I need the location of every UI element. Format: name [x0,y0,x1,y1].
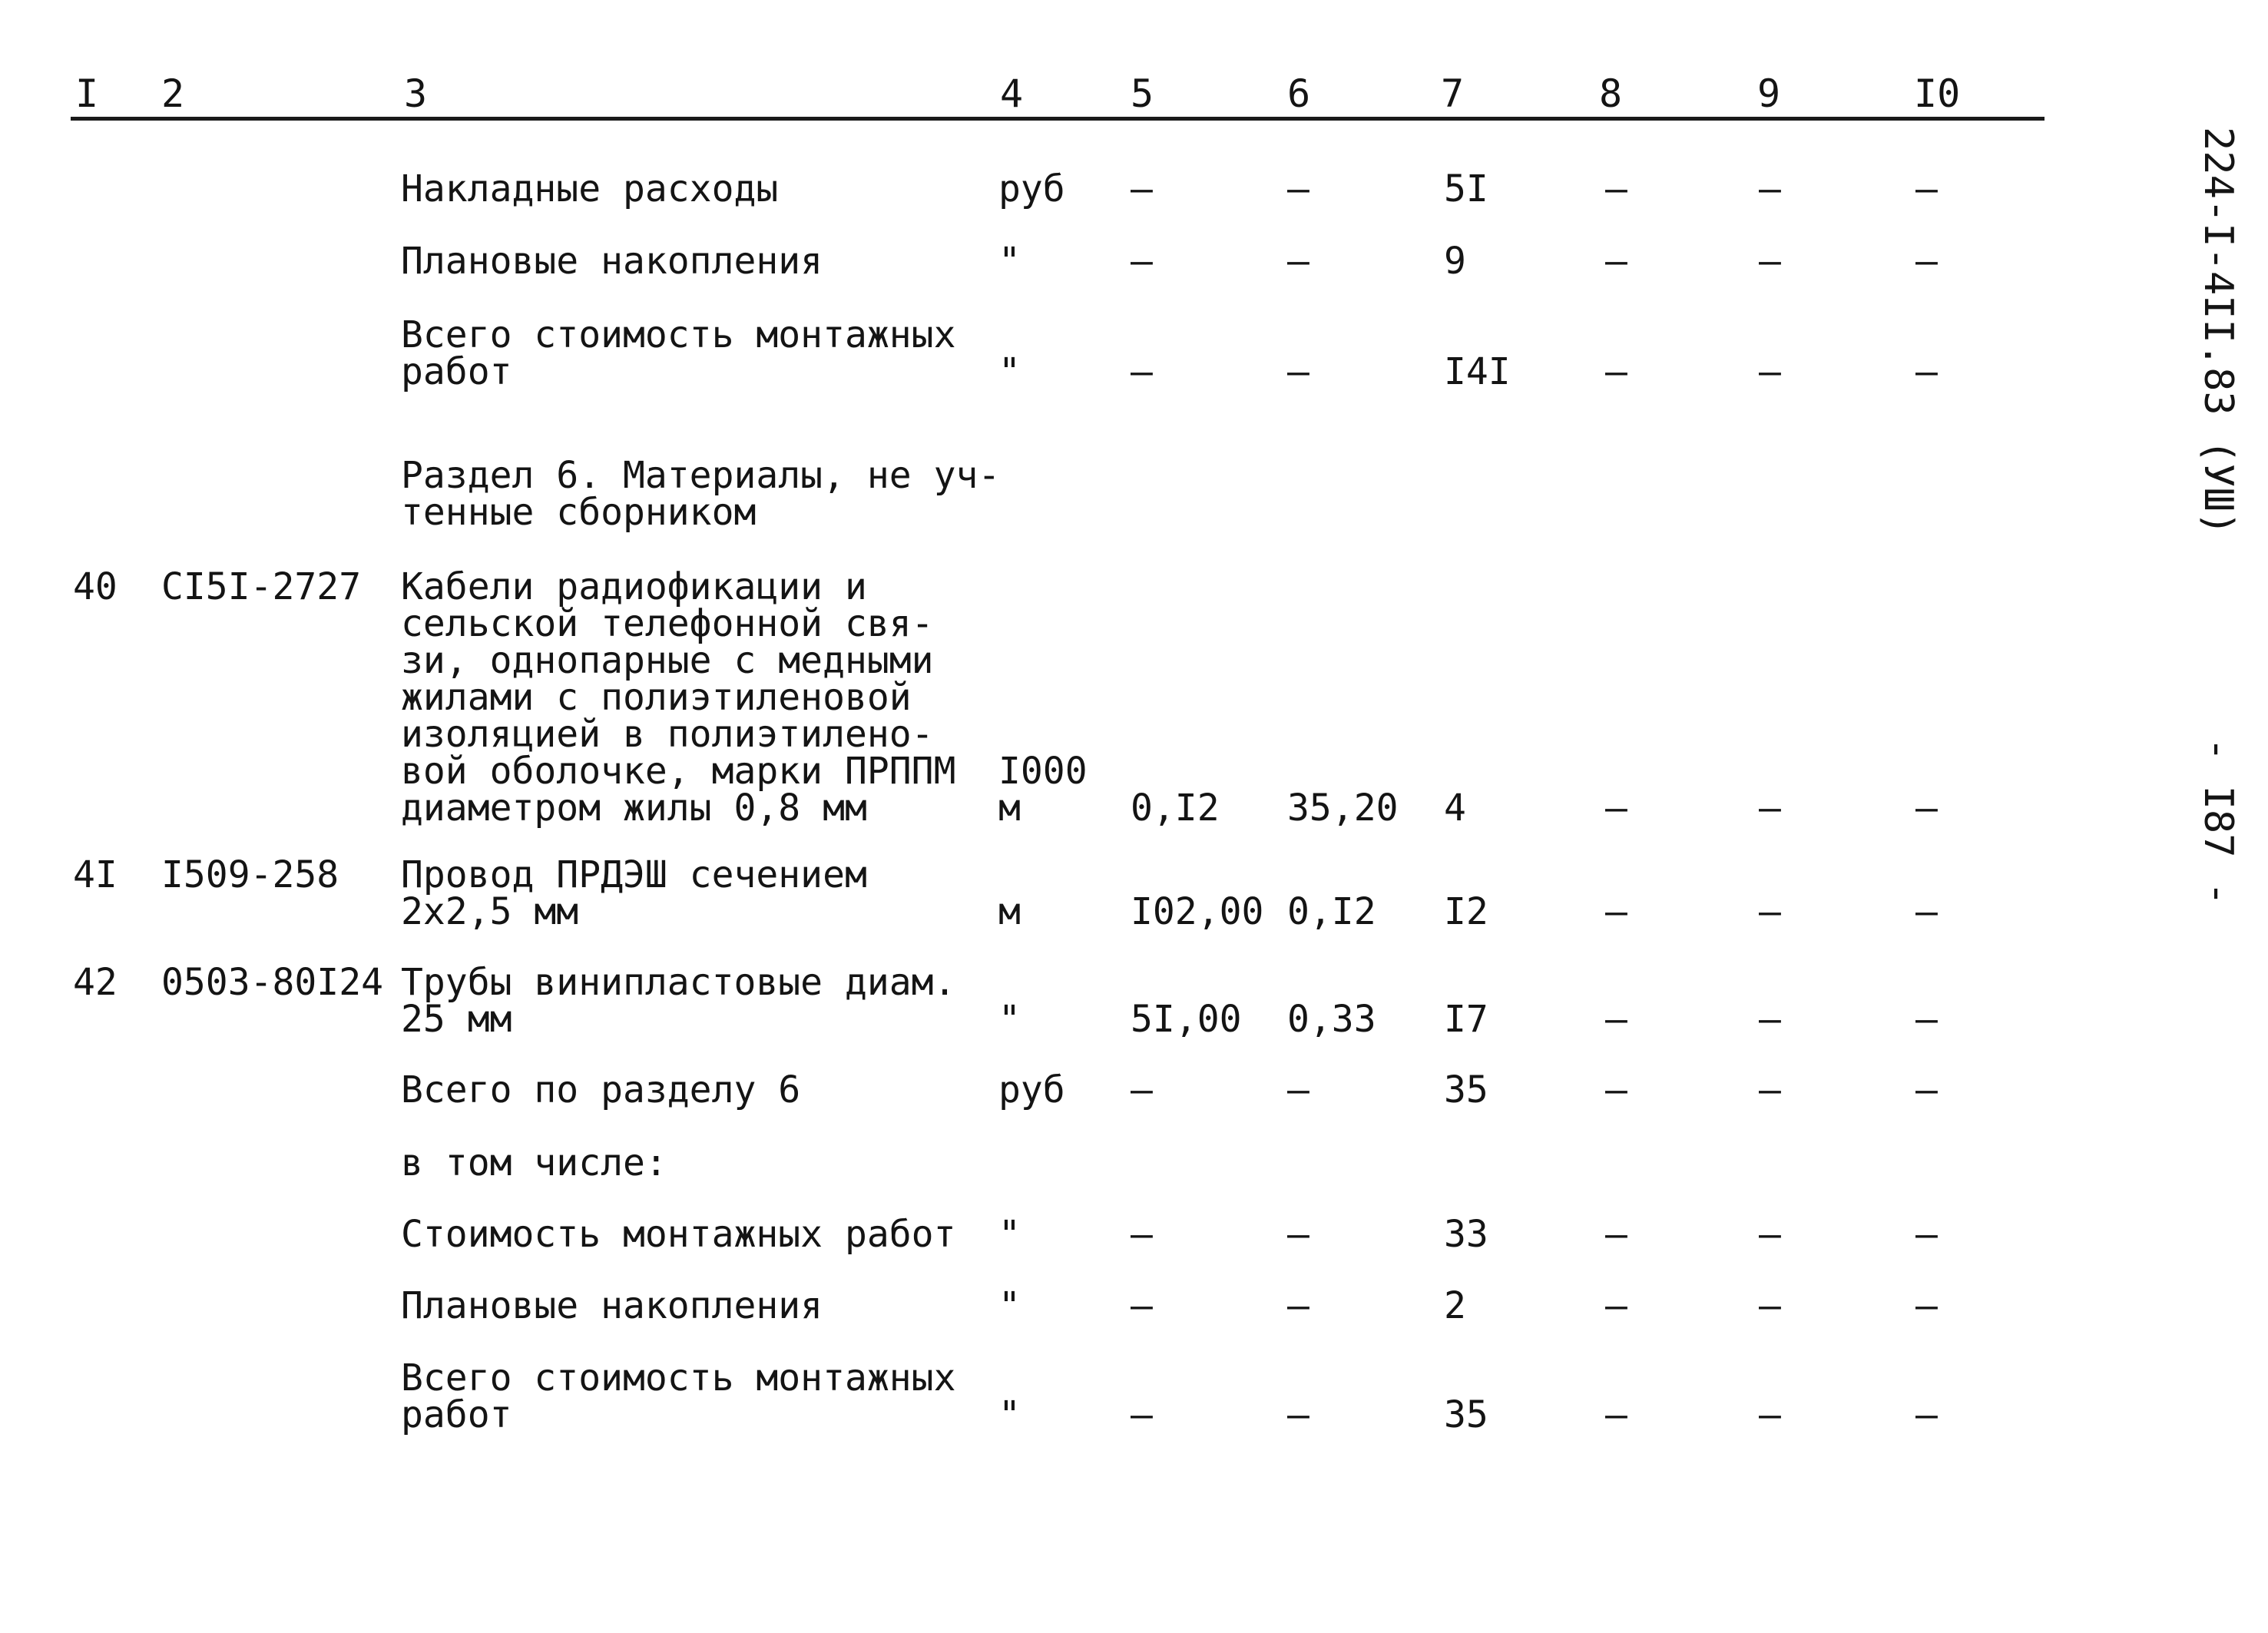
cell-code: CI5I-2727 [161,565,362,608]
cell-c9: – [1759,787,1781,830]
cell-c10: – [1915,787,1938,830]
cell-c7: 9 [1444,240,1466,283]
cell-c10: – [1915,167,1938,210]
row-description: Всего стоимость монтажных работ [401,1356,956,1436]
header-col-5: 5 [1131,71,1154,116]
header-col-3: 3 [404,71,428,116]
cell-unit: I000 м [998,750,1088,830]
cell-c9: – [1759,1284,1781,1327]
cell-c6: – [1287,350,1309,393]
cell-c5: – [1131,1213,1153,1256]
cell-c8: – [1605,787,1627,830]
document-code: 224-I-4II.83 (УШ) [2195,127,2241,536]
header-col-10: I0 [1914,71,1961,116]
cell-code: I509-258 [161,853,339,896]
cell-unit: " [998,1213,1021,1256]
row-description: в том числе: [401,1141,667,1184]
cell-c7: 35 [1444,1393,1488,1436]
cell-c9: – [1759,167,1781,210]
cell-c5: – [1131,1068,1153,1111]
row-description: Кабели радиофикации и сельской телефонной свя- зи, однопарные с медными жилами с полиэтиленовой изоляцией в полиэтилено- вой оболочке, марки ПРППМ диаметром жилы 0,8 мм [401,565,956,830]
cell-c8: – [1605,1068,1627,1111]
cell-unit: " [998,1284,1021,1327]
cell-c6: 0,I2 [1287,890,1376,933]
cell-unit: " [998,998,1021,1041]
cell-c6: – [1287,240,1309,283]
cell-c7: I4I [1444,350,1511,393]
cell-c10: – [1915,998,1938,1041]
cell-unit: руб [998,167,1065,210]
cell-c6: – [1287,1393,1309,1436]
cell-c10: – [1915,1284,1938,1327]
cell-c5: – [1131,1393,1153,1436]
cell-c5: – [1131,350,1153,393]
cell-c7: 2 [1444,1284,1466,1327]
cell-num: 42 [73,961,118,1004]
cell-c7: 33 [1444,1213,1488,1256]
cell-c9: – [1759,350,1781,393]
cell-c9: – [1759,1068,1781,1111]
cell-c10: – [1915,890,1938,933]
row-description: Раздел 6. Материалы, не уч- тенные сборником [401,454,1001,534]
cell-c6: 35,20 [1287,787,1399,830]
cell-c5: 5I,00 [1131,998,1242,1041]
cell-c9: – [1759,998,1781,1041]
cell-c7: 4 [1444,787,1466,830]
cell-c6: – [1287,167,1309,210]
cell-c5: 0,I2 [1131,787,1220,830]
cell-c9: – [1759,890,1781,933]
cell-c6: – [1287,1284,1309,1327]
cell-code: 0503-80I24 [161,961,383,1004]
row-description: Трубы винипластовые диам. 25 мм [401,961,956,1041]
row-description: Стоимость монтажных работ [401,1213,956,1256]
row-description: Накладные расходы [401,167,779,210]
cell-c8: – [1605,1393,1627,1436]
header-col-7: 7 [1441,71,1465,116]
cell-c5: – [1131,1284,1153,1327]
cell-c10: – [1915,1068,1938,1111]
cell-unit: руб [998,1068,1065,1111]
cell-c8: – [1605,167,1627,210]
cell-c8: – [1605,1213,1627,1256]
cell-unit: " [998,350,1021,393]
cell-c8: – [1605,890,1627,933]
cell-c9: – [1759,240,1781,283]
header-col-1: I [75,71,99,116]
header-rule [71,117,2045,121]
cell-c10: – [1915,350,1938,393]
cell-c7: I7 [1444,998,1488,1041]
cell-num: 4I [73,853,118,896]
cell-c8: – [1605,240,1627,283]
cell-c8: – [1605,1284,1627,1327]
header-col-9: 9 [1757,71,1781,116]
header-col-2: 2 [161,71,185,116]
cell-c8: – [1605,350,1627,393]
cell-c8: – [1605,998,1627,1041]
cell-c10: – [1915,240,1938,283]
cell-c10: – [1915,1393,1938,1436]
row-description: Плановые накопления [401,1284,823,1327]
cell-c7: I2 [1444,890,1488,933]
row-description: Плановые накопления [401,240,823,283]
cell-c5: I02,00 [1131,890,1264,933]
cell-c6: – [1287,1068,1309,1111]
cell-c5: – [1131,240,1153,283]
header-col-8: 8 [1599,71,1623,116]
cell-c6: – [1287,1213,1309,1256]
cell-unit: " [998,1393,1021,1436]
cell-c9: – [1759,1393,1781,1436]
cell-c7: 5I [1444,167,1488,210]
cell-unit: м [998,890,1021,933]
cell-c9: – [1759,1213,1781,1256]
header-col-4: 4 [1000,71,1024,116]
row-description: Всего по разделу 6 [401,1068,801,1111]
header-col-6: 6 [1287,71,1311,116]
cell-unit: " [998,240,1021,283]
row-description: Провод ПРДЭШ сечением 2х2,5 мм [401,853,867,933]
cell-c10: – [1915,1213,1938,1256]
cell-num: 40 [73,565,118,608]
page-number: - I87 - [2195,737,2241,906]
cell-c6: 0,33 [1287,998,1376,1041]
cell-c5: – [1131,167,1153,210]
row-description: Всего стоимость монтажных работ [401,313,956,393]
cell-c7: 35 [1444,1068,1488,1111]
